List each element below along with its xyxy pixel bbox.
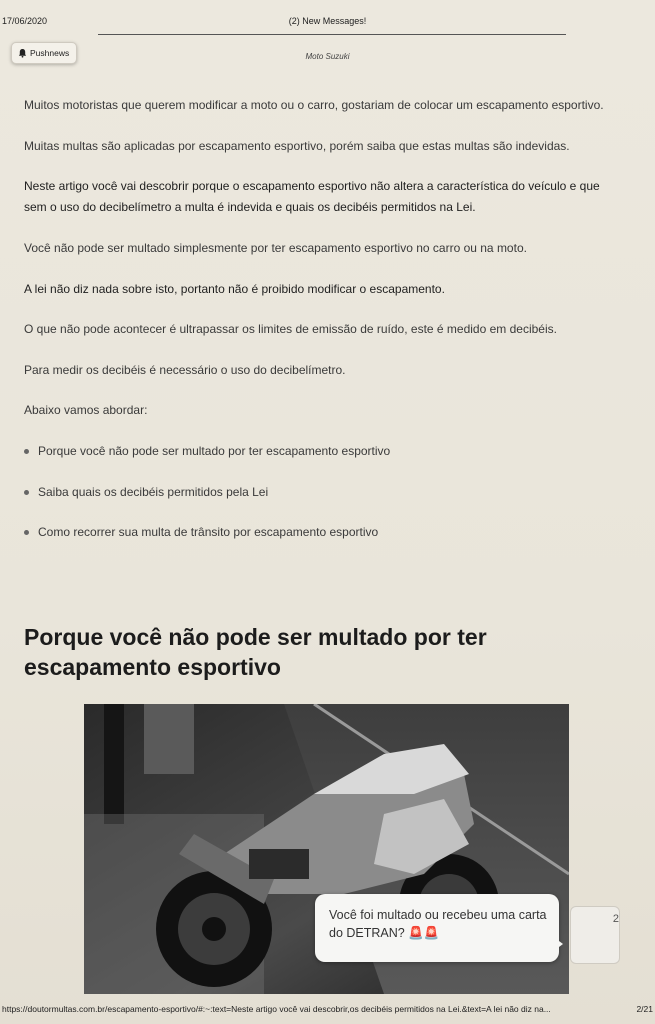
list-item bbox=[24, 525, 378, 539]
bullet-icon bbox=[24, 530, 29, 535]
list-item-text: Como recorrer sua multa de trânsito por escapamento esportivo bbox=[38, 525, 379, 539]
bullet-icon bbox=[24, 490, 29, 495]
page-number: 2/21 bbox=[636, 1004, 653, 1014]
list-item-text: Porque você não pode ser multado por ter escapamento esportivo bbox=[38, 444, 391, 458]
chat-message: Você foi multado ou recebeu uma carta do DETRAN? 🚨🚨 bbox=[329, 908, 547, 940]
paragraph-4: Você não pode ser multado simplesmente por ter escapamento esportivo no carro ou na moto. bbox=[24, 241, 527, 255]
paragraph-3: Neste artigo você vai descobrir porque o escapamento esportivo não altera a característica do veículo e que sem o uso do decibelímetro a multa é indevida e quais os decibéis permitidos na Lei. bbox=[24, 179, 600, 214]
header-divider bbox=[98, 34, 566, 35]
paragraph-1: Muitos motoristas que querem modificar a moto ou o carro, gostariam de colocar um escapamento esportivo. bbox=[24, 98, 604, 112]
paragraph-8: Abaixo vamos abordar: bbox=[24, 403, 148, 417]
chat-bubble-tail bbox=[555, 938, 563, 950]
page-url: https://doutormultas.com.br/escapamento-esportivo/#:~:text=Neste artigo você vai descobrir,os decibéis permitidos na Lei.&text=A lei não diz na... bbox=[2, 1004, 551, 1014]
paragraph-6: O que não pode acontecer é ultrapassar os limites de emissão de ruído, este é medido em decibéis. bbox=[24, 322, 557, 336]
paragraph-5: A lei não diz nada sobre isto, portanto não é proibido modificar o escapamento. bbox=[24, 282, 445, 296]
page-title: (2) New Messages! bbox=[288, 16, 367, 26]
list-item bbox=[24, 444, 390, 458]
print-date: 17/06/2020 bbox=[2, 16, 48, 26]
chat-widget-button[interactable] bbox=[570, 906, 620, 964]
list-item bbox=[24, 485, 268, 499]
section-heading: Porque você não pode ser multado por ter escapamento esportivo bbox=[24, 624, 487, 680]
list-item-text: Saiba quais os decibéis permitidos pela Lei bbox=[38, 485, 269, 499]
chat-bubble[interactable] bbox=[315, 894, 559, 962]
chat-count-badge: 2 bbox=[612, 913, 619, 925]
bullet-icon bbox=[24, 449, 29, 454]
pushnews-label: Pushnews bbox=[30, 48, 70, 58]
paragraph-2: Muitas multas são aplicadas por escapamento esportivo, porém saiba que estas multas são indevidas. bbox=[24, 139, 570, 153]
paragraph-7: Para medir os decibéis é necessário o uso do decibelímetro. bbox=[24, 363, 346, 377]
site-brand: Moto Suzuki bbox=[305, 52, 350, 61]
